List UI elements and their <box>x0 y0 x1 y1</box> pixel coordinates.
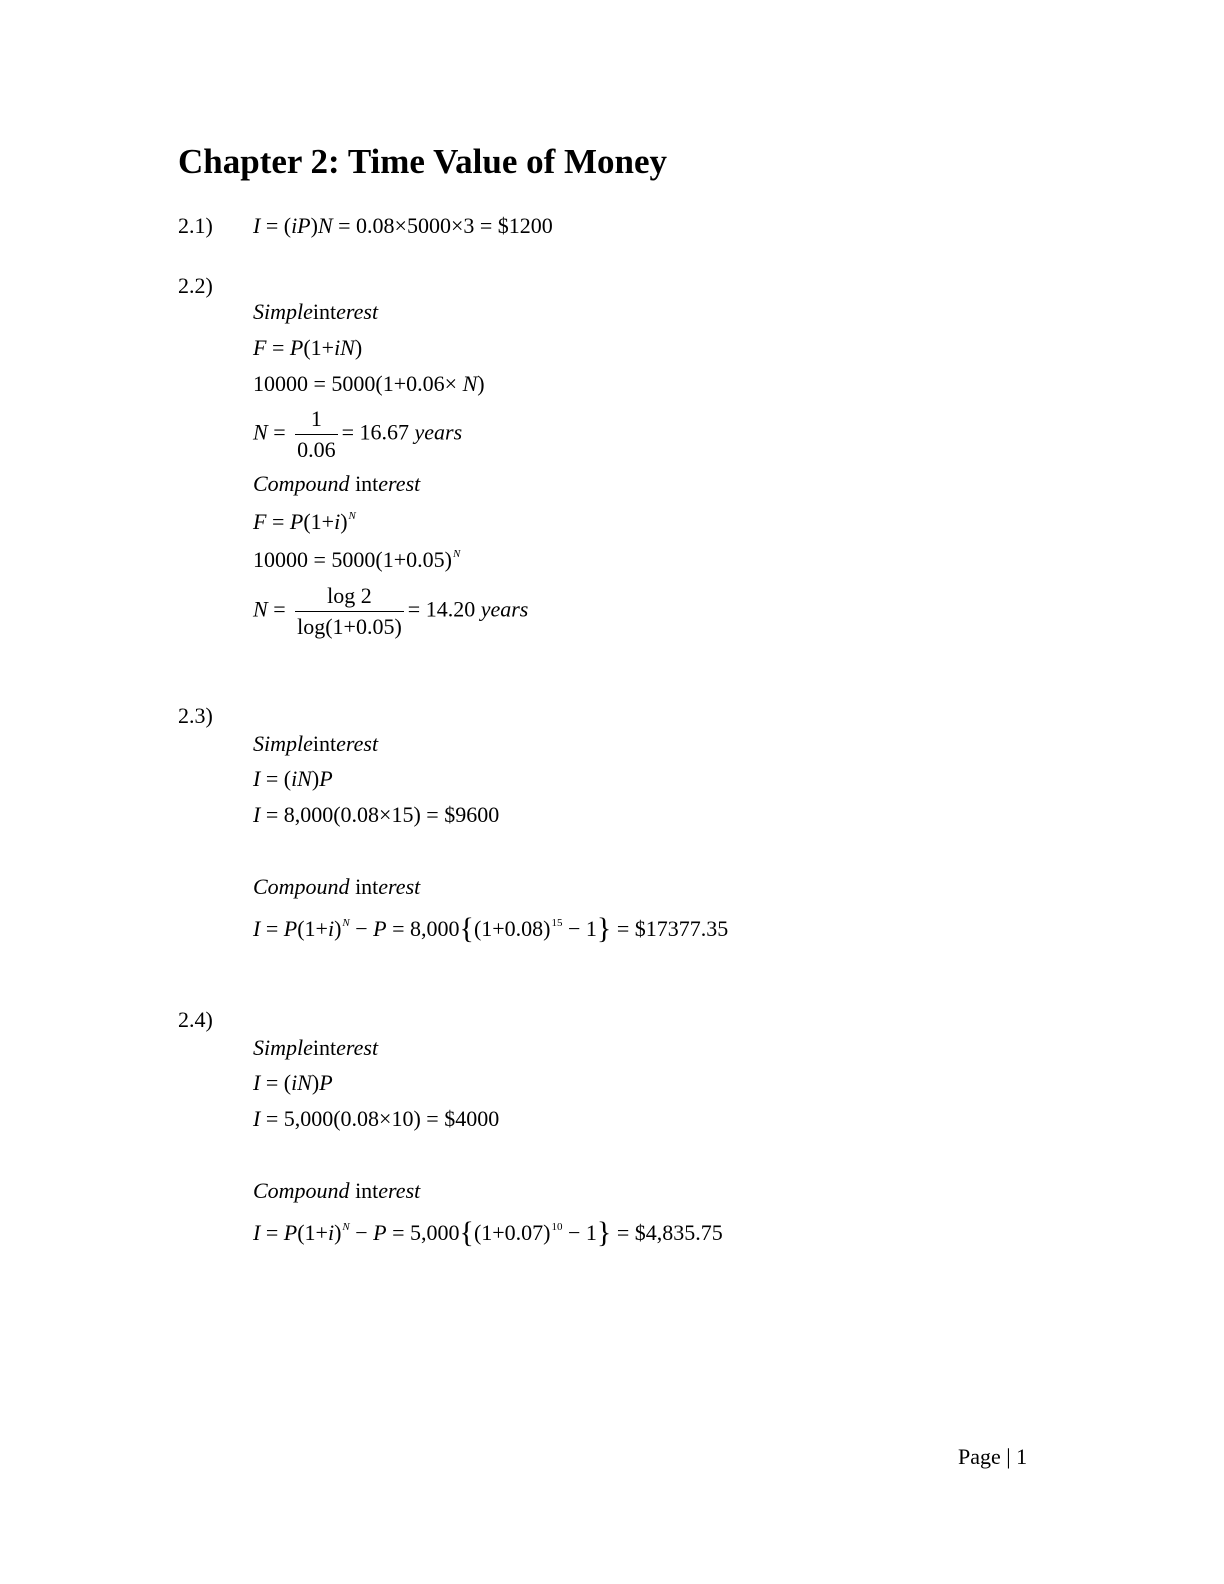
exponent: N <box>342 917 350 929</box>
var: I <box>253 1220 261 1245</box>
eq-text: ) <box>477 371 485 396</box>
heading-part: Compound <box>253 1178 350 1203</box>
left-brace: { <box>459 1216 474 1249</box>
heading-part: Simple <box>253 299 313 324</box>
heading-part: erest <box>336 731 379 756</box>
heading-part: int <box>312 299 337 324</box>
left-brace: { <box>459 912 474 945</box>
var: N <box>253 419 268 445</box>
var: P <box>319 766 333 791</box>
eq-text: = <box>266 509 290 534</box>
denominator: log(1+0.05) <box>297 614 402 639</box>
var: P <box>289 509 304 534</box>
eq-text: = <box>260 1220 284 1245</box>
eq-text: = <box>267 596 292 622</box>
eq-text: 10000 = 5000(1+0.06× <box>253 371 463 396</box>
equation-simple-value <box>253 802 499 828</box>
eq-text: (1+ <box>297 916 328 941</box>
var: i <box>327 1220 335 1245</box>
equation-compound-formula <box>253 509 356 535</box>
heading-part: Simple <box>253 1035 313 1060</box>
var: I <box>253 802 261 827</box>
heading-part: erest <box>378 471 421 496</box>
exponent: 10 <box>551 1221 563 1233</box>
eq-text: − 1 <box>562 916 597 941</box>
denominator: 0.06 <box>297 437 336 462</box>
equation-simple-value <box>253 1106 499 1132</box>
eq-text: − <box>349 1220 374 1245</box>
var: I <box>253 1106 261 1131</box>
heading-part: Compound <box>253 874 350 899</box>
heading-part: int <box>349 471 379 496</box>
problem-number-2-1: 2.1) <box>178 213 213 238</box>
var: i <box>334 509 341 534</box>
eq-text: = 16.67 <box>341 419 415 445</box>
eq-text: = <box>267 419 292 445</box>
var: P <box>373 916 387 941</box>
heading-compound-interest <box>253 874 420 900</box>
unit: years <box>480 596 529 622</box>
var: I <box>253 213 261 238</box>
heading-part: Simple <box>253 731 313 756</box>
eq-text: − 1 <box>562 1220 597 1245</box>
var: iN <box>291 1070 312 1095</box>
var: iP <box>291 213 311 238</box>
eq-text: = $4,835.75 <box>611 1220 723 1245</box>
equation-compound-substitution <box>253 547 460 573</box>
eq-text: − <box>349 916 374 941</box>
heading-part: Compound <box>253 471 350 496</box>
eq-text: ) <box>311 766 320 791</box>
var: i <box>327 916 335 941</box>
var: P <box>319 1070 333 1095</box>
exponent: 15 <box>551 917 563 929</box>
unit: years <box>414 419 463 445</box>
numerator: 1 <box>295 404 338 435</box>
eq-text: (1+ <box>297 1220 328 1245</box>
heading-part: erest <box>378 1178 421 1203</box>
heading-part: erest <box>336 1035 379 1060</box>
eq-text: ) <box>340 509 348 534</box>
heading-part: int <box>349 874 379 899</box>
var: I <box>253 916 261 941</box>
heading-part: erest <box>378 874 421 899</box>
eq-text: ) <box>310 213 318 238</box>
var: F <box>253 509 267 534</box>
heading-compound-interest <box>253 471 420 497</box>
heading-simple-interest <box>253 731 378 757</box>
eq-text: ) <box>334 1220 342 1245</box>
eq-text: = $17377.35 <box>611 916 729 941</box>
exponent: N <box>348 510 356 522</box>
eq-text: (1+ <box>303 509 335 534</box>
eq-text: (1+0.07) <box>473 1220 551 1245</box>
heading-compound-interest <box>253 1178 420 1204</box>
equation-2-1 <box>253 213 553 239</box>
eq-text: = ( <box>260 213 292 238</box>
problem-number-2-2: 2.2) <box>178 273 213 298</box>
var: N <box>317 213 333 238</box>
var: N <box>462 371 478 396</box>
var: P <box>373 1220 387 1245</box>
problem-number-2-3: 2.3) <box>178 703 213 728</box>
eq-text: = <box>266 335 290 360</box>
eq-text: = 8,000(0.08×15) = $9600 <box>260 802 500 827</box>
equation-simple-formula <box>253 766 333 792</box>
eq-text: (1+ <box>303 335 335 360</box>
equation-compound-value <box>253 1214 723 1248</box>
equation-simple-formula <box>253 1070 333 1096</box>
page-title: Chapter 2: Time Value of Money <box>178 142 668 181</box>
eq-text: 10000 = 5000(1+0.05) <box>253 547 452 572</box>
eq-text: = ( <box>260 1070 292 1095</box>
page-number: Page | 1 <box>958 1444 1028 1469</box>
var: iN <box>334 335 355 360</box>
equation-compound-value <box>253 910 728 944</box>
heading-part: int <box>312 1035 337 1060</box>
heading-simple-interest <box>253 299 378 325</box>
right-brace: } <box>596 1216 612 1249</box>
heading-part: erest <box>336 299 379 324</box>
equation-simple-solve <box>253 404 462 465</box>
eq-text: = 14.20 <box>407 596 481 622</box>
heading-part: int <box>312 731 337 756</box>
eq-text: = ( <box>260 766 292 791</box>
heading-simple-interest <box>253 1035 378 1061</box>
eq-text: = <box>260 916 284 941</box>
eq-text: = 5,000 <box>386 1220 460 1245</box>
var: P <box>283 1220 298 1245</box>
eq-text: (1+0.08) <box>473 916 551 941</box>
eq-text: = 8,000 <box>386 916 460 941</box>
eq-text: ) <box>354 335 363 360</box>
var: N <box>253 596 268 622</box>
fraction <box>295 581 404 642</box>
eq-text: = 5,000(0.08×10) = $4000 <box>260 1106 500 1131</box>
equation-simple-substitution <box>253 371 485 397</box>
var: P <box>289 335 304 360</box>
exponent: N <box>452 548 461 560</box>
var: I <box>253 1070 261 1095</box>
equation-simple-formula <box>253 335 362 361</box>
var: iN <box>291 766 312 791</box>
eq-text: ) <box>311 1070 320 1095</box>
numerator: log 2 <box>295 581 404 612</box>
eq-text: ) <box>334 916 342 941</box>
problem-number-2-4: 2.4) <box>178 1007 213 1032</box>
equation-compound-solve <box>253 581 528 642</box>
heading-part: int <box>349 1178 379 1203</box>
fraction <box>295 404 338 465</box>
var: I <box>253 766 261 791</box>
right-brace: } <box>596 912 612 945</box>
var: P <box>283 916 298 941</box>
var: F <box>253 335 267 360</box>
eq-text: = 0.08×5000×3 = $1200 <box>332 213 553 238</box>
exponent: N <box>342 1221 350 1233</box>
